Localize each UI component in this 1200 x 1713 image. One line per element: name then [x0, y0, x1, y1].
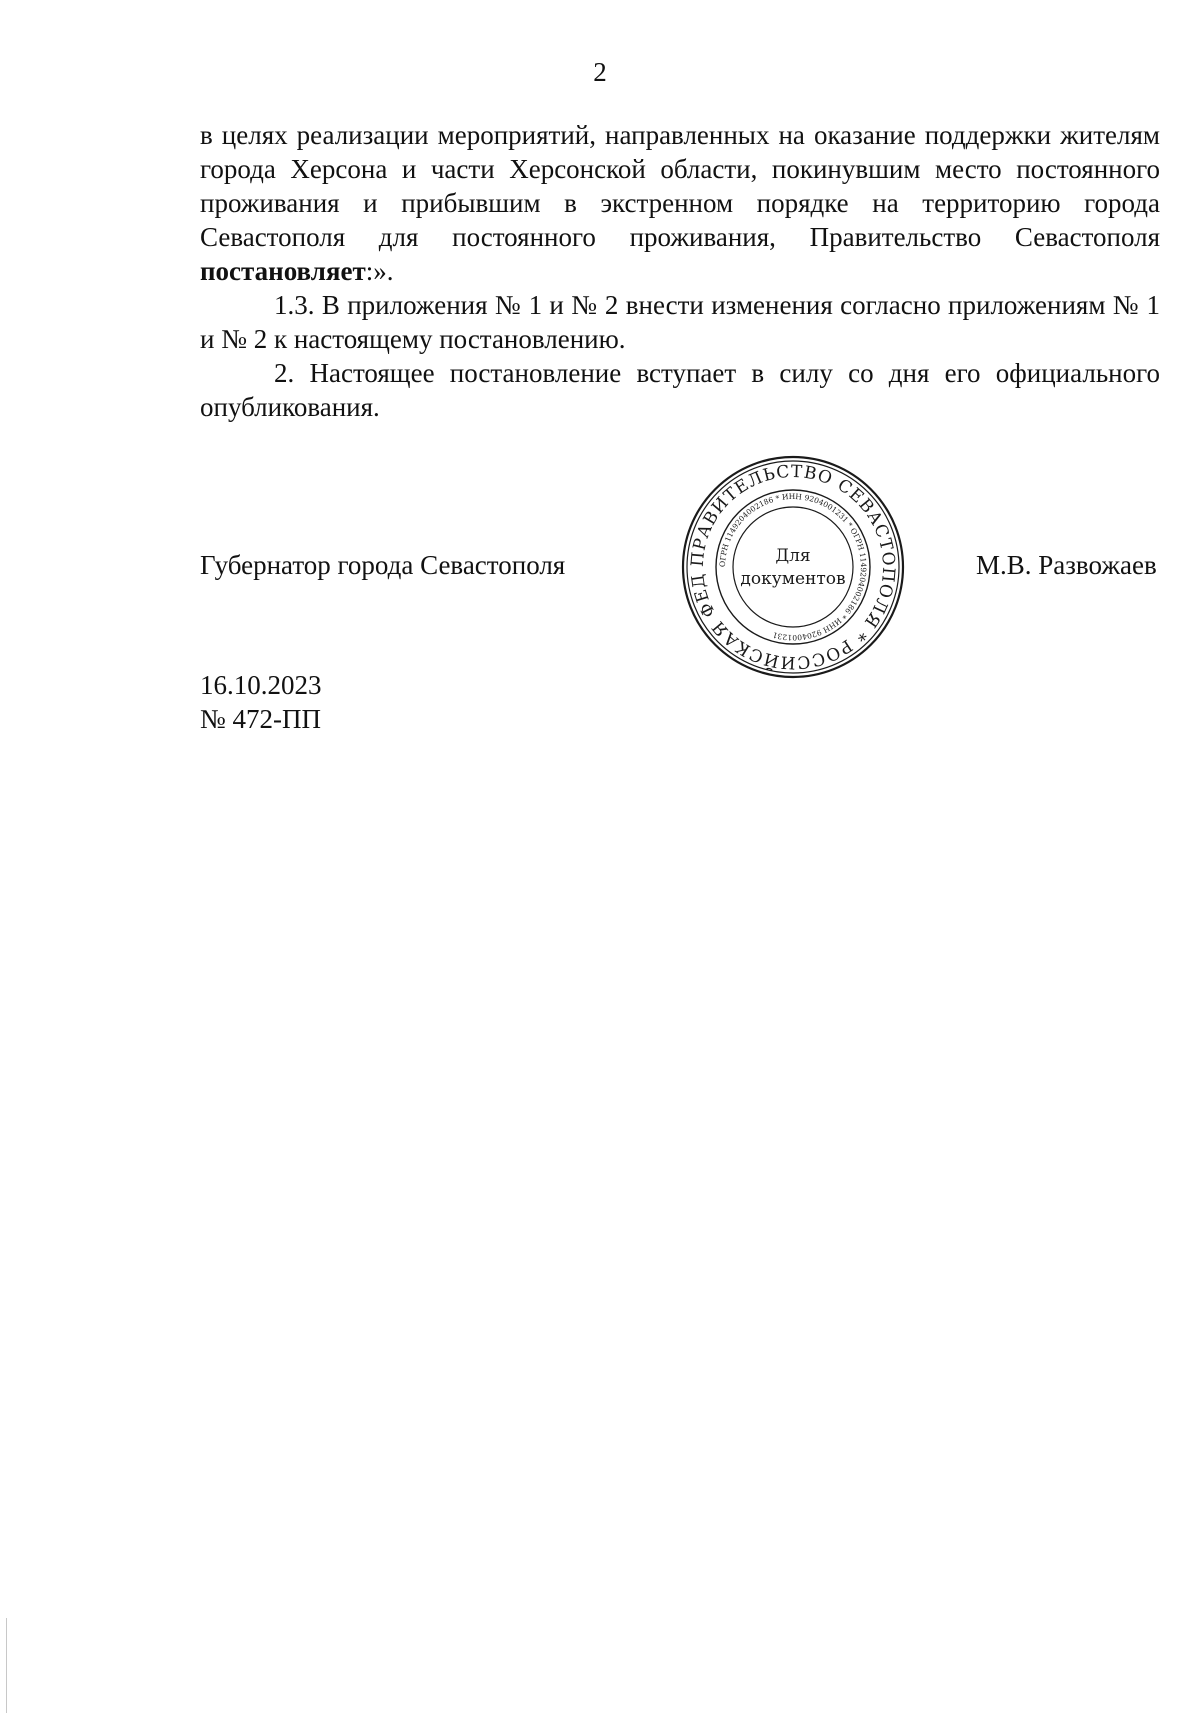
- paragraph-preamble-bold: постановляет: [200, 256, 366, 286]
- seal-icon: [680, 454, 906, 680]
- paragraph-preamble-tail: :».: [365, 256, 394, 286]
- signature-name: М.В. Развожаев: [976, 550, 1157, 580]
- seal-outer-text: ПРАВИТЕЛЬСТВО СЕВАСТОПОЛЯ * РОССИЙСКАЯ ФЕД: [687, 461, 899, 673]
- document-date: 16.10.2023: [200, 670, 322, 700]
- seal-center-line-2: документов: [740, 569, 846, 589]
- paragraph-preamble: [200, 118, 1160, 288]
- signature-title: Губернатор города Севастополя: [200, 550, 566, 580]
- page-number: 2: [593, 57, 607, 87]
- document-body: [200, 118, 1160, 424]
- official-seal-stamp: [680, 454, 906, 680]
- paragraph-preamble-text: в целях реализации мероприятий, направленных на оказание поддержки жителям города Херсона и части Херсонской области, покинувшим место постоянного проживания и прибывшим в экстренном порядке на территорию города Севастополя для постоянного проживания, Правительство Севастополя: [200, 120, 1160, 252]
- document-meta: [200, 668, 322, 736]
- paragraph-item-2: 2. Настоящее постановление вступает в силу со дня его официального опубликования.: [200, 358, 1160, 422]
- seal-inner-text: ОГРН 1149204002186 * ИНН 9204001231 * ОГРН 1149204002186 * ИНН 9204001231: [717, 491, 869, 643]
- seal-center-line-1: Для: [775, 546, 811, 566]
- scan-edge-mark: [6, 1618, 7, 1713]
- paragraph-item-1-3: 1.3. В приложения № 1 и № 2 внести изменения согласно приложениям № 1 и № 2 к настоящему постановлению.: [200, 290, 1160, 354]
- document-number: № 472-ПП: [200, 704, 321, 734]
